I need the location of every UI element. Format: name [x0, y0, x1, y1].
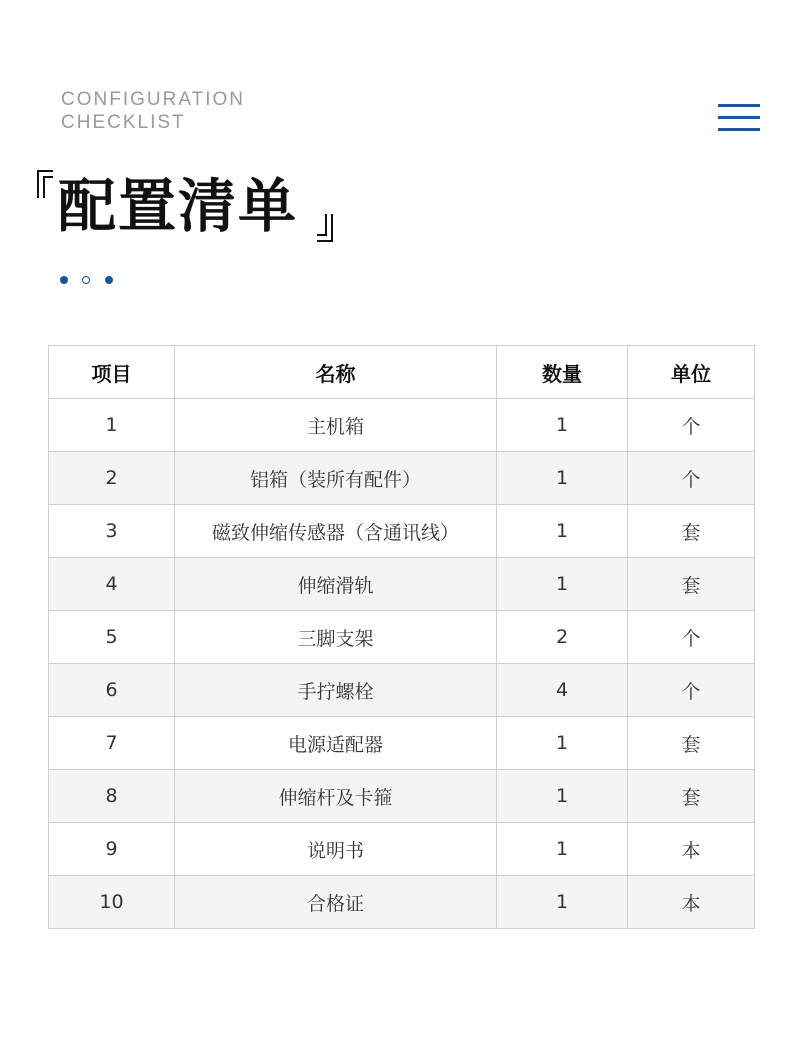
cell-unit: 个 [628, 452, 755, 505]
table-row [49, 611, 755, 664]
table-row [49, 399, 755, 452]
menu-bar [718, 116, 760, 119]
cell-name: 手拧螺栓 [175, 664, 497, 717]
left-corner-bracket-icon [37, 170, 53, 198]
cell-unit: 个 [628, 611, 755, 664]
page-title-block [32, 162, 372, 252]
section-subtitle [61, 88, 245, 134]
cell-quantity: 1 [497, 770, 628, 823]
cell-item: 8 [49, 770, 175, 823]
cell-name: 铝箱（装所有配件） [175, 452, 497, 505]
cell-item: 6 [49, 664, 175, 717]
dot-icon [60, 276, 68, 284]
table-row [49, 717, 755, 770]
decorative-dots [60, 276, 130, 286]
cell-item: 4 [49, 558, 175, 611]
cell-quantity: 1 [497, 505, 628, 558]
cell-unit: 套 [628, 558, 755, 611]
cell-unit: 个 [628, 399, 755, 452]
cell-item: 5 [49, 611, 175, 664]
header-name: 名称 [175, 346, 497, 399]
cell-unit: 套 [628, 505, 755, 558]
cell-unit: 套 [628, 717, 755, 770]
page-title: 配置清单 [58, 172, 299, 240]
table-header-row [49, 346, 755, 399]
cell-quantity: 1 [497, 452, 628, 505]
cell-unit: 个 [628, 664, 755, 717]
right-corner-bracket-icon [317, 214, 333, 242]
table-row [49, 505, 755, 558]
cell-unit: 本 [628, 876, 755, 929]
subtitle-line-2: CHECKLIST [61, 112, 186, 133]
cell-name: 伸缩杆及卡箍 [175, 770, 497, 823]
cell-quantity: 1 [497, 717, 628, 770]
cell-item: 3 [49, 505, 175, 558]
cell-name: 伸缩滑轨 [175, 558, 497, 611]
cell-quantity: 2 [497, 611, 628, 664]
cell-quantity: 4 [497, 664, 628, 717]
subtitle-line-1: CONFIGURATION [61, 89, 245, 110]
table-row [49, 770, 755, 823]
cell-name: 合格证 [175, 876, 497, 929]
cell-name: 说明书 [175, 823, 497, 876]
cell-item: 2 [49, 452, 175, 505]
cell-quantity: 1 [497, 876, 628, 929]
cell-item: 1 [49, 399, 175, 452]
cell-unit: 套 [628, 770, 755, 823]
dot-icon [105, 276, 113, 284]
cell-name: 电源适配器 [175, 717, 497, 770]
cell-name: 主机箱 [175, 399, 497, 452]
cell-quantity: 1 [497, 399, 628, 452]
cell-quantity: 1 [497, 823, 628, 876]
cell-unit: 本 [628, 823, 755, 876]
header-item: 项目 [49, 346, 175, 399]
table-row [49, 664, 755, 717]
header-unit: 单位 [628, 346, 755, 399]
menu-icon[interactable] [718, 104, 760, 132]
table-row [49, 452, 755, 505]
menu-bar [718, 128, 760, 131]
cell-item: 7 [49, 717, 175, 770]
table-row [49, 876, 755, 929]
menu-bar [718, 104, 760, 107]
cell-quantity: 1 [497, 558, 628, 611]
configuration-table [48, 345, 755, 929]
cell-item: 9 [49, 823, 175, 876]
cell-name: 三脚支架 [175, 611, 497, 664]
dot-icon [82, 276, 90, 284]
table-row [49, 558, 755, 611]
table-row [49, 823, 755, 876]
cell-item: 10 [49, 876, 175, 929]
cell-name: 磁致伸缩传感器（含通讯线） [175, 505, 497, 558]
header-quantity: 数量 [497, 346, 628, 399]
